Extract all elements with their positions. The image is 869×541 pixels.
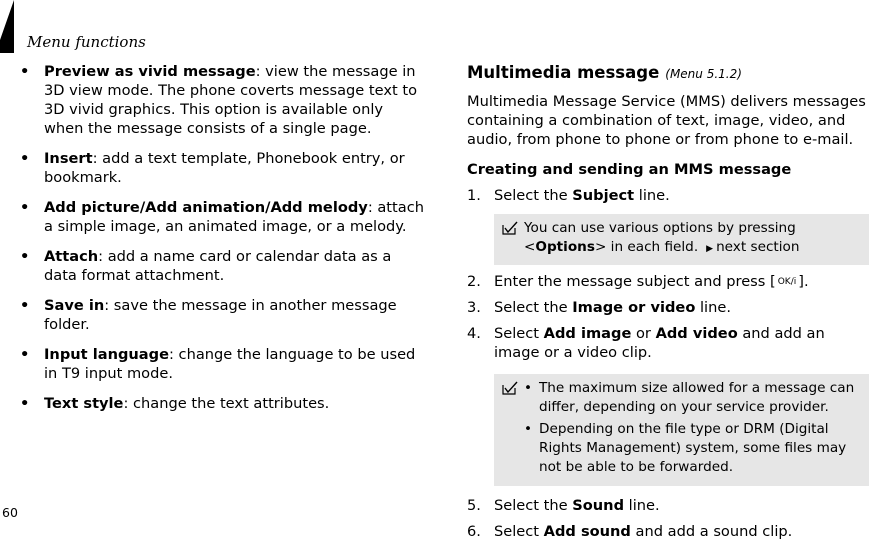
note-check-icon xyxy=(502,381,518,395)
note-bullet: • Depending on the file type or DRM (Digital Rights Management) system, some files may not be able to be forwarded. xyxy=(524,421,847,475)
menu-ref: (Menu 5.1.2) xyxy=(665,67,742,81)
list-item: • Save in: save the message in another message folder. xyxy=(20,297,397,333)
list-item: • Text style: change the text attributes. xyxy=(20,395,330,412)
list-item: • Input language: change the language to be used in T9 input mode. xyxy=(20,346,416,382)
section-title: Multimedia message (Menu 5.1.2) xyxy=(467,63,742,82)
header-title: Menu functions xyxy=(27,33,146,51)
mms-section xyxy=(467,62,869,541)
note-box xyxy=(494,374,869,486)
header-rule xyxy=(0,0,14,53)
note-box: You can use various options by pressing <Options> in each field. ▶ next section xyxy=(494,214,869,265)
step-3: 3. Select the Image or video line. xyxy=(467,299,731,316)
intro-text: Multimedia Message Service (MMS) delivers messages containing a combination of text, image, video, and audio, from phone to phone or from phone to e-mail. xyxy=(467,93,866,148)
list-item: • Add picture/Add animation/Add melody: attach a simple image, an animated image, or a melody. xyxy=(20,199,424,235)
list-item: • Insert: add a text template, Phonebook entry, or bookmark. xyxy=(20,150,405,186)
right-triangle-icon: ▶ xyxy=(706,244,714,254)
next-section-link: next section xyxy=(716,239,800,255)
step-4: 4. Select Add image or Add video and add an image or a video clip. xyxy=(467,325,825,361)
list-item: • Attach: add a name card or calendar data as a data format attachment. xyxy=(20,248,392,284)
page-number: 60 xyxy=(2,505,18,520)
step-2: 2. Enter the message subject and press [ OK/i ]. xyxy=(467,273,809,290)
note-bullet: • The maximum size allowed for a message can differ, depending on your service provider. xyxy=(524,380,855,415)
step-1: 1. Select the Subject line. xyxy=(467,187,670,204)
step-5: 5. Select the Sound line. xyxy=(467,497,660,514)
list-item: • Preview as vivid message: view the message in 3D view mode. The phone coverts message text to 3D vivid graphics. This option is available only when the message consists of a single page. xyxy=(20,63,418,137)
note-check-icon xyxy=(502,221,518,235)
step-6: 6. Select Add sound and add a sound clip. xyxy=(467,523,793,540)
options-list xyxy=(20,62,425,424)
subsection-title: Creating and sending an MMS message xyxy=(467,161,792,178)
ok-key-icon: OK/i xyxy=(777,277,797,287)
